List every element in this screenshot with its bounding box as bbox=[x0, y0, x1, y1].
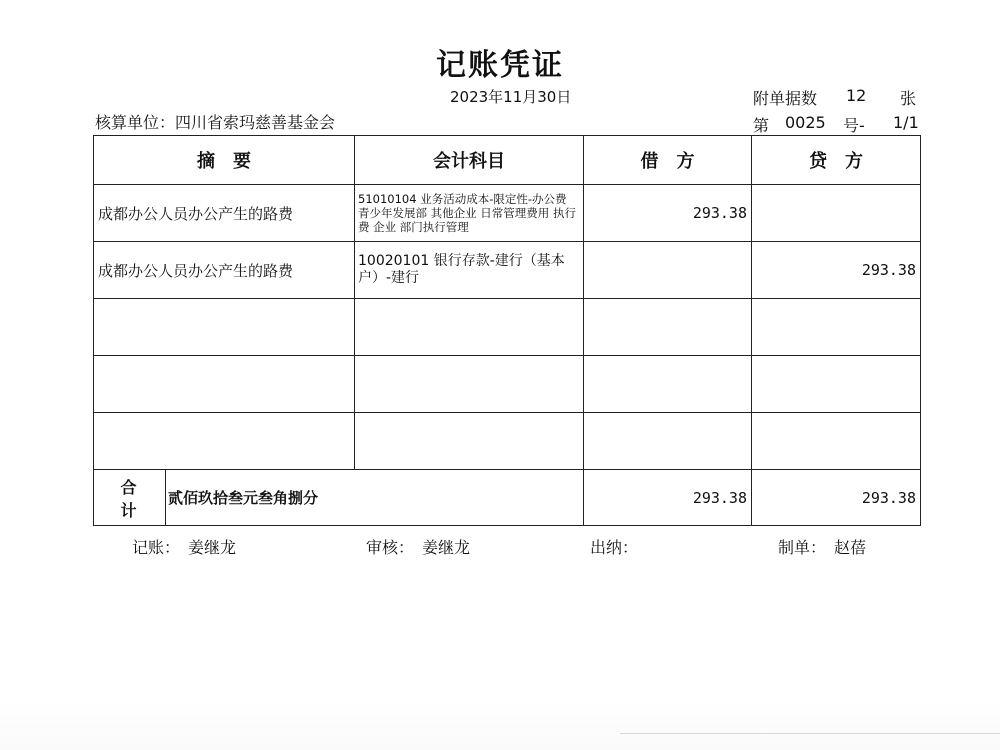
row-summary: 成都办公人员办公产生的路费 bbox=[94, 185, 355, 242]
reviewer-signature: 审核： 姜继龙 bbox=[366, 538, 471, 557]
total-amount-in-words: 贰佰玖拾叁元叁角捌分 bbox=[168, 489, 319, 507]
table-row bbox=[94, 185, 921, 242]
voucher-page: 1/1 bbox=[893, 113, 919, 132]
voucher-title: 记账凭证 bbox=[436, 48, 564, 83]
total-cell bbox=[94, 470, 584, 526]
header-account: 会计科目 bbox=[355, 136, 584, 185]
accounting-unit-name: 四川省索玛慈善基金会 bbox=[175, 113, 336, 132]
attachments-unit: 张 bbox=[900, 89, 917, 108]
total-label: 合计 bbox=[94, 470, 166, 525]
table-row bbox=[94, 356, 921, 413]
total-debit: 293.38 bbox=[584, 470, 752, 526]
accounting-unit-label: 核算单位： bbox=[95, 113, 176, 132]
row-summary: 成都办公人员办公产生的路费 bbox=[94, 242, 355, 299]
row-debit bbox=[584, 299, 752, 356]
voucher-table bbox=[93, 135, 921, 526]
row-debit: 293.38 bbox=[584, 185, 752, 242]
attachments-label: 附单据数 bbox=[753, 89, 818, 108]
row-credit bbox=[752, 299, 921, 356]
row-account bbox=[355, 299, 584, 356]
row-debit bbox=[584, 242, 752, 299]
row-debit bbox=[584, 356, 752, 413]
accounting-unit bbox=[95, 110, 335, 133]
row-summary bbox=[94, 299, 355, 356]
row-summary bbox=[94, 413, 355, 470]
bookkeeper-signature: 记账： 姜继龙 bbox=[132, 538, 237, 557]
table-row bbox=[94, 413, 921, 470]
table-header-row bbox=[94, 136, 921, 185]
row-summary bbox=[94, 356, 355, 413]
row-credit bbox=[752, 356, 921, 413]
row-debit bbox=[584, 413, 752, 470]
row-credit bbox=[752, 185, 921, 242]
voucher-date: 2023年11月30日 bbox=[450, 88, 572, 106]
row-credit bbox=[752, 413, 921, 470]
preparer-signature: 制单： 赵蓓 bbox=[778, 538, 867, 557]
cashier-signature: 出纳： bbox=[590, 538, 639, 557]
paper-edge bbox=[620, 733, 1000, 734]
voucher-number-value: 0025 bbox=[785, 113, 826, 132]
total-row bbox=[94, 470, 921, 526]
voucher-number-suffix: 号- bbox=[843, 116, 865, 135]
scan-background bbox=[0, 700, 1000, 750]
voucher-number-prefix: 第 bbox=[753, 116, 770, 135]
header-debit: 借 方 bbox=[584, 136, 752, 185]
row-credit: 293.38 bbox=[752, 242, 921, 299]
header-credit: 贷 方 bbox=[752, 136, 921, 185]
row-account: 51010104 业务活动成本-限定性-办公费 青少年发展部 其他企业 日常管理费用 执行费 企业 部门执行管理 bbox=[355, 185, 584, 242]
header-summary: 摘 要 bbox=[94, 136, 355, 185]
table-row bbox=[94, 242, 921, 299]
attachments-count: 12 bbox=[846, 86, 867, 105]
row-account bbox=[355, 356, 584, 413]
table-row bbox=[94, 299, 921, 356]
total-credit: 293.38 bbox=[752, 470, 921, 526]
row-account: 10020101 银行存款-建行（基本户）-建行 bbox=[355, 242, 584, 299]
row-account bbox=[355, 413, 584, 470]
